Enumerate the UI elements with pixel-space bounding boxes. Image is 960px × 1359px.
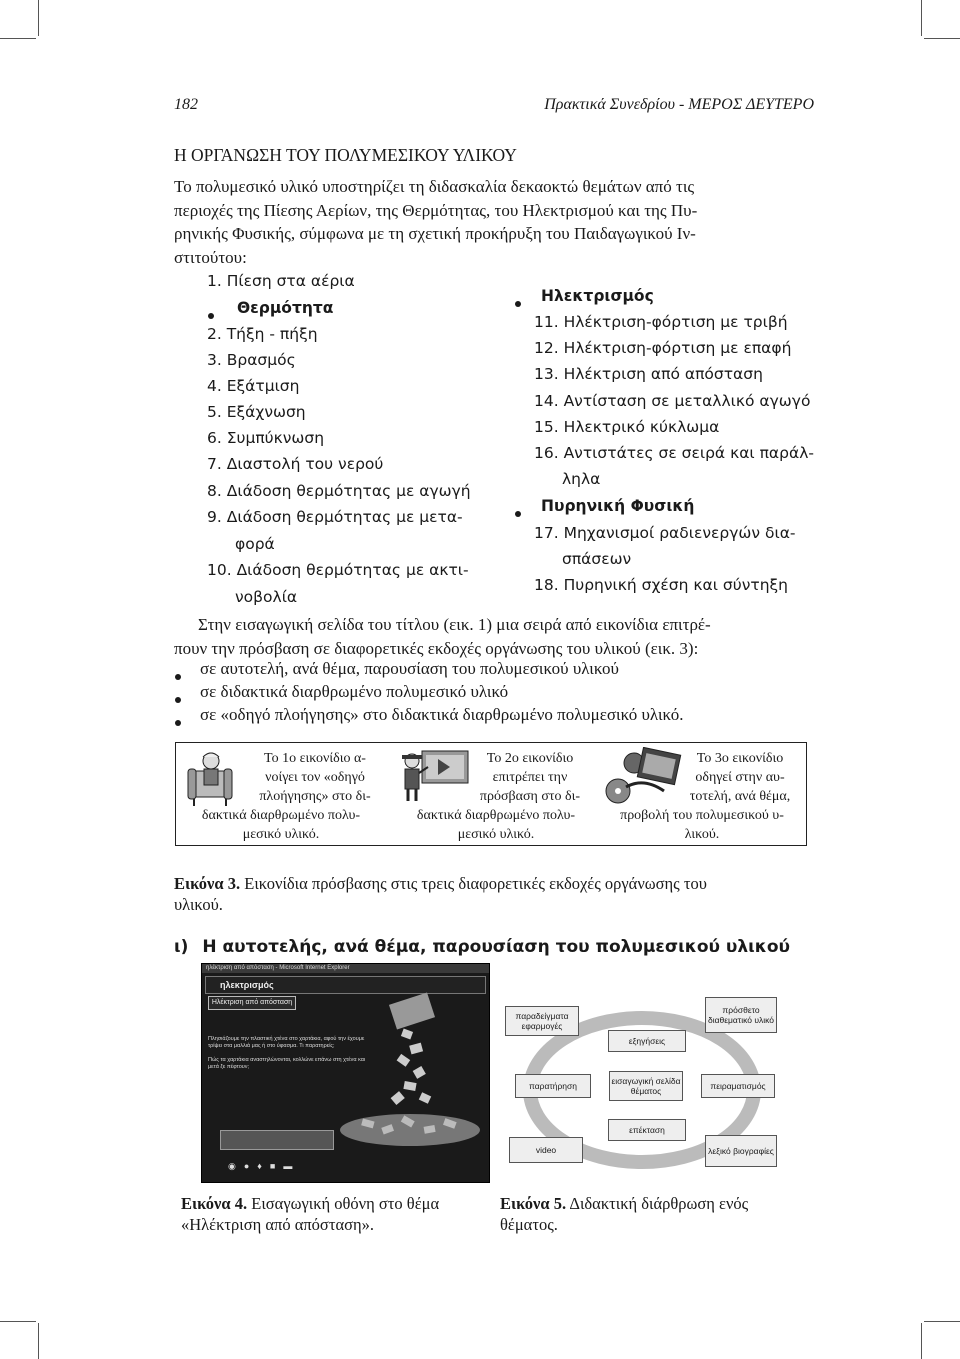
paragraph-line: Στην εισαγωγική σελίδα του τίτλου (εικ. 1) μια σειρά από εικονίδια επιτρέ- [198,615,711,634]
caption-line: πλοήγησης» στο δι- [259,789,371,804]
caption-line: Το 2ο εικονίδιο [486,751,574,766]
list-item: 12. Ηλέκτριση-φόρτιση με επαφή [534,339,792,357]
bullet-item: σε διδακτικά διαρθρωμένο πολυμεσικό υλικό [200,682,509,701]
list-item: 4. Εξάτμιση [207,377,300,395]
banner: ηλεκτρισμός [205,976,486,994]
list-item: 16. Αντιστάτες σε σειρά και παράλ- [534,444,814,462]
pin-icon[interactable]: ♦ [257,1161,270,1171]
caption-text: Εισαγωγική οθόνη στο θέμα [247,1194,440,1213]
caption-line: οδηγεί στην αυ- [695,770,785,785]
intro-paragraph [174,175,814,269]
list-item: 13. Ηλέκτριση από απόσταση [534,365,763,383]
bullet-icon [515,505,521,523]
caption-text: «Ηλέκτριση από απόσταση». [181,1215,375,1234]
intro-line: στιτούτου: [174,247,247,267]
caption-line: δακτικά διαρθρωμένο πολυ- [201,808,361,823]
intro-line: ρηνικής Φυσικής, σύμφωνα με τη σχετική προκήρυξη του Παιδαγωγικού Ιν- [174,224,696,243]
film-strip [220,1130,334,1150]
list-item: 7. Διαστολή του νερού [207,455,384,473]
subsection-heading [174,937,790,957]
comb-paper-image [332,990,482,1150]
icon1-caption [176,749,386,844]
list-item: 10. Διάδοση θερμότητας με ακτι- [207,561,469,579]
caption-line: λικού. [684,827,720,842]
crop-mark [921,0,922,36]
list-item: 11. Ηλέκτριση-φόρτιση με τριβή [534,313,788,331]
crop-mark [38,0,39,36]
topic-button[interactable]: Ηλέκτριση από απόσταση [208,996,296,1010]
bullet-item: σε αυτοτελή, ανά θέμα, παρουσίαση του πολυμεσικού υλικού [200,659,619,678]
list-item: σπάσεων [562,550,632,568]
subsection-title: Η αυτοτελής, ανά θέμα, παρουσίαση του πολυμεσικού υλικού [202,937,790,957]
icon-toolbar [228,1160,368,1172]
paragraph-line: πουν την πρόσβαση σε διαφορετικές εκδοχές οργάνωσης του υλικού (εικ. 3): [174,638,699,658]
crop-mark [38,1323,39,1359]
diagram-node: εισαγωγική σελίδα θέματος [609,1071,683,1101]
group-heading: Πυρηνική Φυσική [541,497,695,515]
caption-line: μεσικό υλικό. [457,827,535,842]
diagram-figure [505,995,780,1177]
group-heading: Θερμότητα [237,299,334,317]
caption-line: δακτικά διαρθρωμένο πολυ- [416,808,576,823]
bullet-icon [175,714,181,732]
caption-text: θέματος. [500,1215,558,1234]
diagram-node: πρόσθετο διαθεματικό υλικό [705,997,777,1033]
bullet-icon [175,691,181,709]
bullet-item: σε «οδηγό πλοήγησης» στο διδακτικά διαρθρωμένο πολυμεσικό υλικό. [200,705,684,724]
page-number: 182 [174,96,198,113]
list-item: 15. Ηλεκτρικό κύκλωμα [534,418,720,436]
book-icon[interactable]: ▬ [283,1161,301,1171]
caption-line: Το 3ο εικονίδιο [696,751,784,766]
window-titlebar: ηλέκτριση από απόσταση - Microsoft Internet Explorer [202,964,489,973]
intro-line: περιοχές της Πίεσης Αερίων, της Θερμότητας, του Ηλεκτρισμού και της Πυ- [174,200,698,220]
list-item: 14. Αντίσταση σε μεταλλικό αγωγό [534,392,811,410]
caption-line: προβολή του πολυμεσικού υ- [620,808,784,823]
crop-mark [0,1321,36,1322]
crop-mark [0,38,36,39]
list-item: 6. Συμπύκνωση [207,429,325,447]
figure-5-caption [500,1193,810,1235]
lamp-icon[interactable]: ● [243,1161,258,1171]
figure-4-caption [181,1193,491,1235]
list-item: 18. Πυρηνική σχέση και σύντηξη [534,576,788,594]
caption-text: Εικονίδια πρόσβασης στις τρεις διαφορετικές εκδοχές οργάνωσης του [240,874,707,893]
bullet-icon [515,295,521,313]
caption-line: πρόσβαση στο δι- [479,789,581,804]
screenshot-figure [201,963,490,1183]
list-item: νοβολία [235,588,298,606]
bullet-icon [175,668,181,686]
list-item: 8. Διάδοση θερμότητας με αγωγή [207,482,471,500]
caption-line: επιτρέπει την [492,770,568,785]
subsection-marker: ι) [174,937,189,957]
figure-label: Εικόνα 4. [181,1194,248,1213]
list-item: 9. Διάδοση θερμότητας με μετα- [207,508,463,526]
eye-icon[interactable]: ◉ [228,1161,244,1171]
figure-label: Εικόνα 3. [174,874,241,893]
diagram-node: επέκταση [608,1119,686,1141]
list-item: ληλα [562,470,601,488]
list-item: 17. Μηχανισμοί ραδιενεργών δια- [534,524,796,542]
icons-figure-box [175,742,807,846]
list-item: 1. Πίεση στα αέρια [207,272,355,290]
figure-3-caption [174,873,814,915]
caption-text: Διδακτική διάρθρωση ενός [566,1194,749,1213]
paragraph [174,613,711,660]
caption-line: μεσικό υλικό. [242,827,320,842]
caption-line: τοτελή, ανά θέμα, [689,789,791,804]
diagram-node: εξηγήσεις [608,1030,686,1052]
group-heading: Ηλεκτρισμός [541,287,654,305]
bullet-icon [208,307,214,325]
section-title: Η ΟΡΓΑΝΩΣΗ ΤΟΥ ΠΟΛΥΜΕΣΙΚΟΥ ΥΛΙΚΟΥ [174,145,517,165]
icon3-caption [602,749,802,844]
caption-line: Το 1ο εικονίδιο α- [264,751,366,766]
icon2-caption [398,749,594,844]
diagram-node: πειραματισμός [701,1074,775,1098]
figure-label: Εικόνα 5. [500,1194,567,1213]
intro-line: Το πολυμεσικό υλικό υποστηρίζει τη διδασκαλία δεκαοκτώ θεμάτων από τις [174,177,695,196]
diagram-node: παραδείγματα εφαρμογές [505,1006,579,1036]
list-item: 5. Εξάχνωση [207,403,306,421]
caption-text: υλικού. [174,895,223,914]
caption-line: νοίγει τον «οδηγό [265,770,365,785]
list-item: φορά [235,535,275,553]
tools-icon[interactable]: ■ [269,1161,284,1171]
screenshot-text: Πώς τα χαρτάκια αναστηλώνονται, κολλώνε επάνω στη χτένα και μετά ξε πέφτουν; [208,1057,366,1070]
crop-mark [924,38,960,39]
diagram-node: video [509,1137,583,1163]
diagram-node: παρατήρηση [515,1074,591,1098]
screenshot-text: Πλησιάζουμε την πλαστική χτένα στο χαρτάκια, αφού την έχουμε τρίψει στα μαλλιά μας ή στο ύφασμα. Τι παρατηρείς; [208,1036,365,1049]
crop-mark [921,1323,922,1359]
crop-mark [924,1321,960,1322]
running-title: Πρακτικά Συνεδρίου - ΜΕΡΟΣ ΔΕΥΤΕΡΟ [544,96,814,113]
list-item: 2. Τήξη - πήξη [207,325,318,343]
diagram-node: λεξικό βιογραφίες [705,1135,777,1167]
list-item: 3. Βρασμός [207,351,296,369]
